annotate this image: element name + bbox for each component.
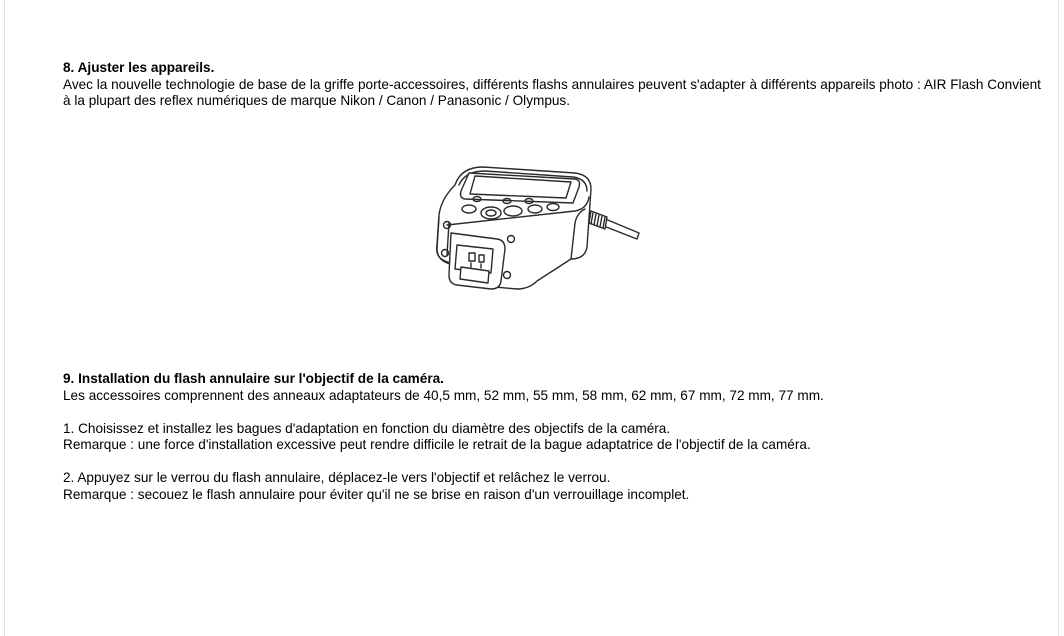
note-2-text: Remarque : secouez le flash annulaire pour éviter qu'il ne se brise en raison d'un verrouillage incomplet. [63, 486, 690, 502]
ring-flash-controller-icon [425, 163, 645, 296]
section-9 [63, 371, 1043, 503]
note-1-text: Remarque : une force d'installation excessive peut rendre difficile le retrait de la bague adaptatrice de l'objectif de la caméra. [63, 437, 811, 452]
section-9-heading: 9. Installation du flash annulaire sur l'objectif de la caméra. [63, 371, 444, 386]
ring-flash-controller-figure [425, 163, 645, 296]
step-2-text: 2. Appuyez sur le verrou du flash annulaire, déplacez-le vers l'objectif et relâchez le verrou. [63, 470, 611, 485]
section-8-body: Avec la nouvelle technologie de base de la griffe porte-accessoires, différents flashs annulaires peuvent s'adapter à différents appareils photo : AIR Flash Convient à la plupart des reflex numériques de marque Nikon / Canon / Panasonic / Olympus. [63, 76, 1041, 108]
step-1-text: 1. Choisissez et installez les bagues d'adaptation en fonction du diamètre des objectifs de la caméra. [63, 420, 671, 436]
document-page [4, 0, 1059, 636]
section-8-heading: 8. Ajuster les appareils. [63, 60, 215, 75]
section-8 [63, 60, 1043, 110]
section-9-intro: Les accessoires comprennent des anneaux adaptateurs de 40,5 mm, 52 mm, 55 mm, 58 mm, 62 mm, 67 mm, 72 mm, 77 mm. [63, 387, 824, 403]
